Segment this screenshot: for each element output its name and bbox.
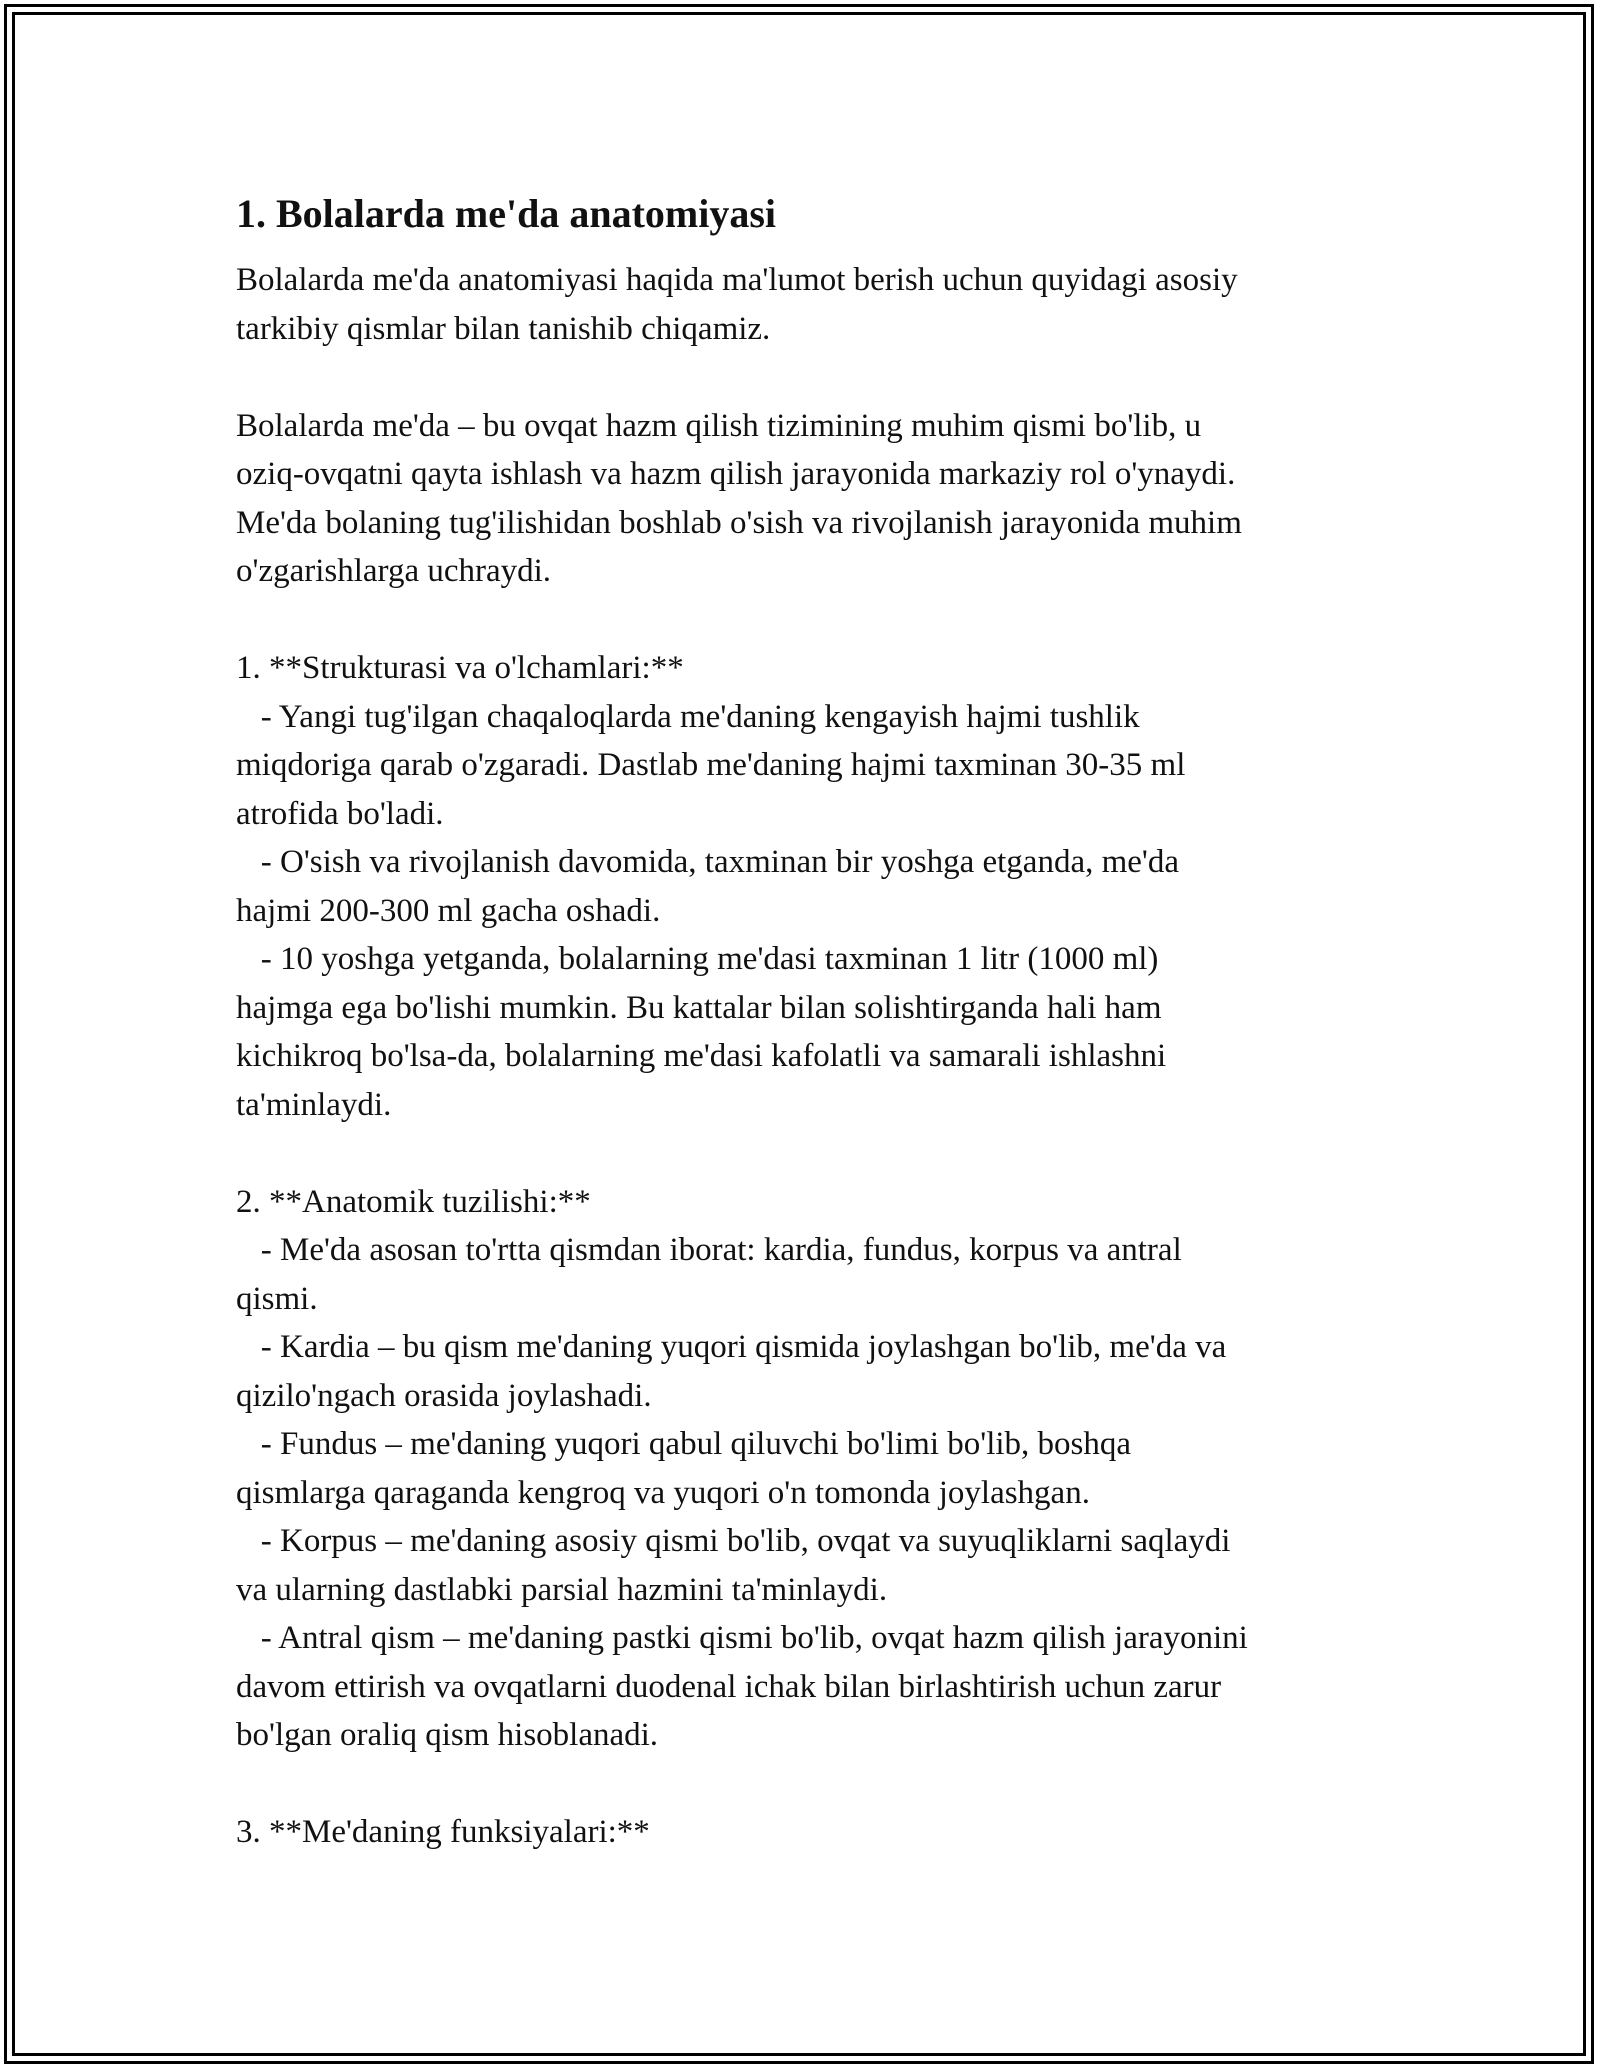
document-body: [236, 186, 1386, 1857]
paragraph-gap: [236, 1760, 1386, 1809]
paragraph-gap: [236, 1129, 1386, 1178]
section-1-heading: 1. **Strukturasi va o'lchamlari:**: [236, 650, 684, 686]
overview-paragraph: Bolalarda me'da – bu ovqat hazm qilish tizimining muhim qismi bo'lib, u oziq-ovqatni qayta ishlash va hazm qilish jarayonida markaziy rol o'ynaydi. Me'da bolaning tug'ilishidan boshlab o'sish va rivojlanish jarayonida muhim o'zgarishlarga uchraydi.: [236, 407, 1242, 589]
section-2-item-5: - Antral qism – me'daning pastki qismi bo'lib, ovqat hazm qilish jarayonini davom ettirish va ovqatlarni duodenal ichak bilan birlashtirish uchun zarur bo'lgan oraliq qism hisoblanadi.: [236, 1620, 1248, 1753]
section-1-item-2: - O'sish va rivojlanish davomida, taxminan bir yoshga etganda, me'da hajmi 200-300 ml gacha oshadi.: [236, 844, 1180, 929]
section-2-item-1: - Me'da asosan to'rtta qismdan iborat: kardia, fundus, korpus va antral qismi.: [236, 1232, 1182, 1317]
section-3-heading: 3. **Me'daning funksiyalari:**: [236, 1814, 650, 1850]
section-1-item-3: - 10 yoshga yetganda, bolalarning me'dasi taxminan 1 litr (1000 ml) hajmga ega bo'lishi mumkin. Bu kattalar bilan solishtirganda hali ham kichikroq bo'lsa-da, bolalarning me'dasi kafolatli va samarali ishlashni ta'minlaydi.: [236, 941, 1167, 1123]
section-2-heading: 2. **Anatomik tuzilishi:**: [236, 1183, 591, 1220]
intro-paragraph: Bolalarda me'da anatomiyasi haqida ma'lumot berish uchun quyidagi asosiy tarkibiy qismlar bilan tanishib chiqamiz.: [236, 262, 1238, 347]
document-title: 1. Bolalarda me'da anatomiyasi: [236, 191, 777, 236]
section-2-item-3: - Fundus – me'daning yuqori qabul qiluvchi bo'limi bo'lib, boshqa qismlarga qaraganda kengroq va yuqori o'n tomonda joylashgan.: [236, 1426, 1132, 1511]
section-1-item-1: - Yangi tug'ilgan chaqaloqlarda me'daning kengayish hajmi tushlik miqdoriga qarab o'zgaradi. Dastlab me'daning hajmi taxminan 30-35 ml atrofida bo'ladi.: [236, 698, 1186, 832]
paragraph-gap: [236, 596, 1386, 645]
paragraph-gap: [236, 353, 1386, 402]
section-2-item-4: - Korpus – me'daning asosiy qismi bo'lib, ovqat va suyuqliklarni saqlaydi va ularning dastlabki parsial hazmini ta'minlaydi.: [236, 1523, 1231, 1608]
section-2-item-2: - Kardia – bu qism me'daning yuqori qismida joylashgan bo'lib, me'da va qizilo'ngach orasida joylashadi.: [236, 1329, 1227, 1414]
